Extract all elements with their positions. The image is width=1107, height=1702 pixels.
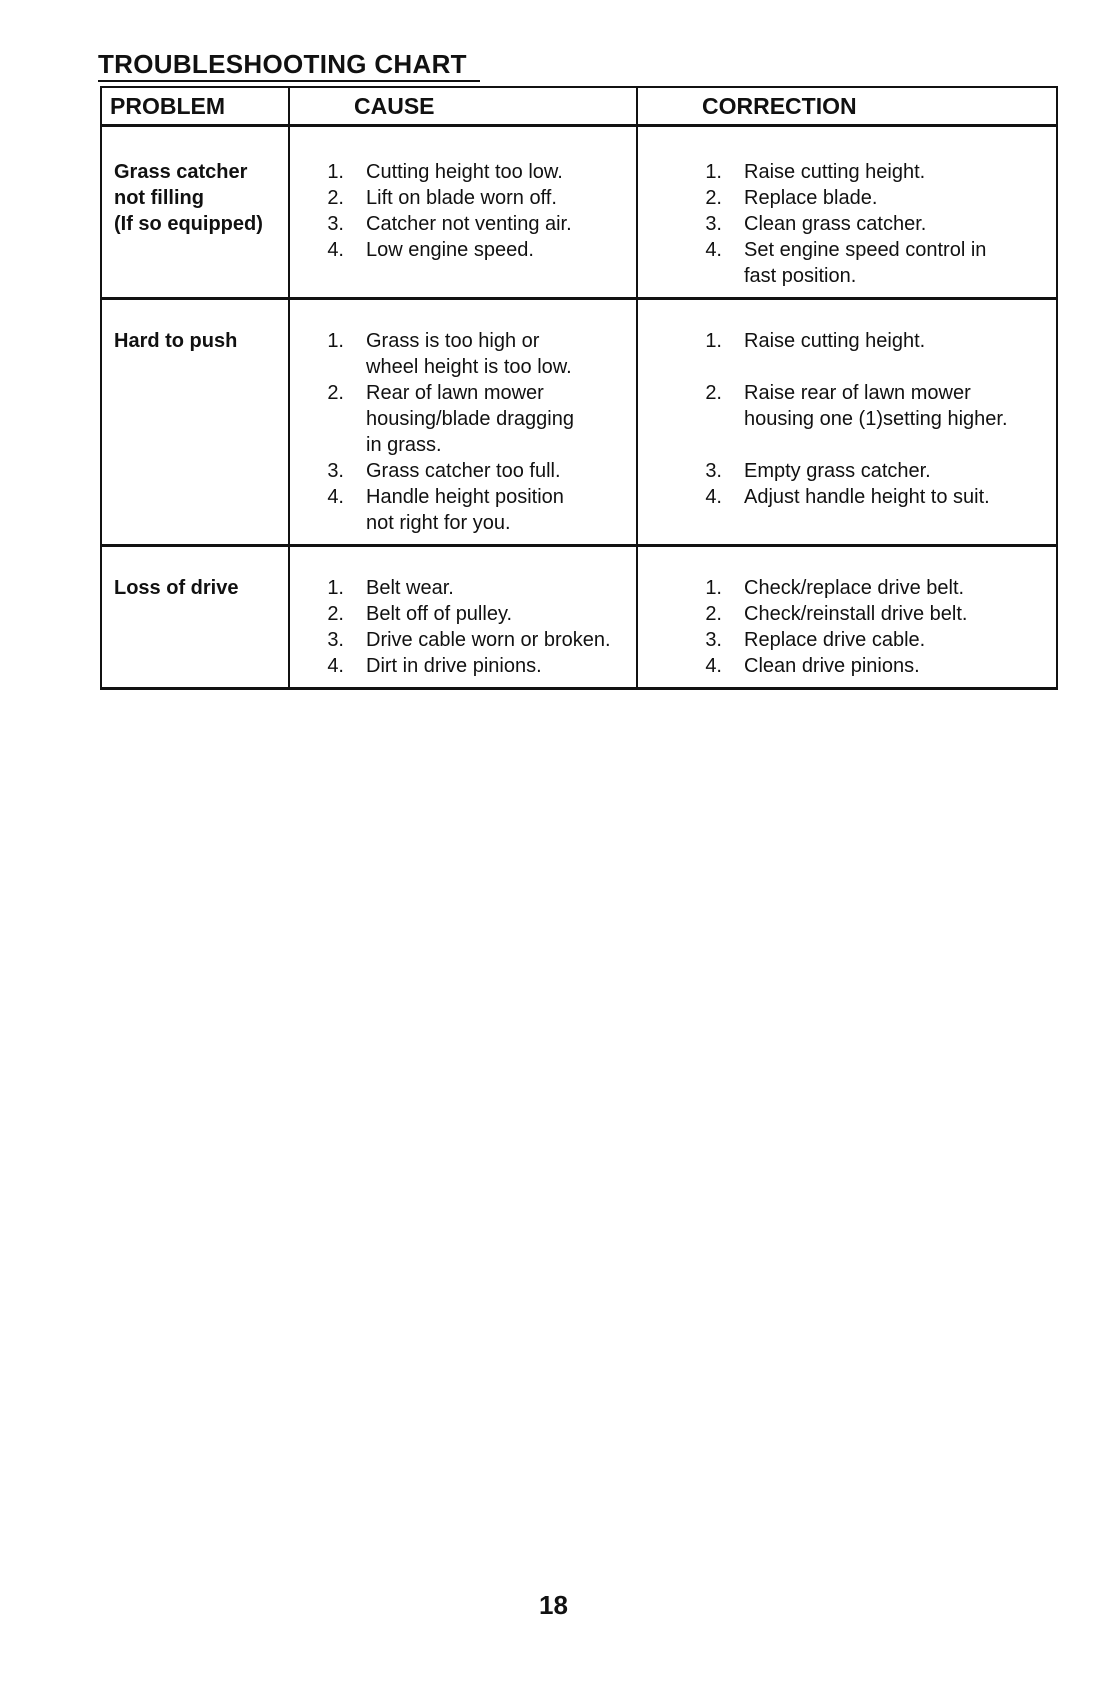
item-number: 4.	[327, 486, 344, 508]
list-item	[300, 237, 636, 263]
item-number: 3.	[327, 629, 344, 651]
item-number: 4.	[327, 239, 344, 261]
item-text: Replace drive cable.	[744, 629, 926, 651]
item-number: 1.	[327, 161, 344, 183]
item-text: Lift on blade worn off.	[366, 187, 557, 209]
item-text: Raise rear of lawn mower housing one (1)setting higher.	[744, 382, 1008, 430]
problem-cell	[102, 547, 290, 687]
cause-list	[290, 159, 636, 263]
header-cause: CAUSE	[290, 88, 638, 124]
list-item	[678, 211, 1056, 237]
list-spacer	[678, 432, 1056, 458]
list-item	[678, 185, 1056, 211]
item-text: Belt off of pulley.	[366, 603, 513, 625]
list-item	[300, 458, 636, 484]
cause-cell	[290, 300, 638, 544]
item-text: Dirt in drive pinions.	[366, 655, 542, 677]
item-text: Grass is too high or wheel height is too low.	[366, 330, 572, 378]
item-number: 3.	[705, 213, 722, 235]
item-number: 3.	[705, 460, 722, 482]
item-number: 4.	[327, 655, 344, 677]
chart-body	[100, 127, 1058, 690]
page-title: TROUBLESHOOTING CHART	[98, 49, 467, 79]
table-row	[100, 127, 1058, 300]
correction-cell	[638, 547, 1056, 687]
item-text: Check/replace drive belt.	[744, 577, 965, 599]
list-item	[678, 328, 1056, 354]
item-text: Handle height position not right for you.	[366, 486, 564, 534]
item-number: 2.	[705, 187, 722, 209]
list-item	[300, 484, 636, 536]
list-item	[300, 328, 636, 380]
title-underline	[98, 80, 480, 82]
list-item	[678, 237, 1056, 289]
item-text: Belt wear.	[366, 577, 454, 599]
correction-list	[638, 159, 1056, 289]
troubleshooting-chart	[100, 86, 1058, 690]
item-number: 1.	[327, 577, 344, 599]
problem-text: Hard to push	[114, 330, 238, 352]
cause-cell	[290, 547, 638, 687]
item-text: Check/reinstall drive belt.	[744, 603, 968, 625]
item-number: 2.	[327, 187, 344, 209]
list-item	[300, 653, 636, 679]
item-text: Clean grass catcher.	[744, 213, 927, 235]
item-text: Set engine speed control in fast position.	[744, 239, 987, 287]
item-number: 3.	[327, 213, 344, 235]
list-item	[300, 575, 636, 601]
item-number: 4.	[705, 239, 722, 261]
item-number: 2.	[327, 382, 344, 404]
item-number: 2.	[705, 603, 722, 625]
correction-list	[638, 575, 1056, 679]
table-row	[100, 300, 1058, 547]
correction-cell	[638, 300, 1056, 544]
problem-text: Grass catcher not filling (If so equipped)	[114, 161, 263, 235]
chart-header-row	[100, 86, 1058, 127]
item-number: 1.	[327, 330, 344, 352]
list-item	[678, 458, 1056, 484]
item-number: 4.	[705, 486, 722, 508]
cause-list	[290, 328, 636, 536]
list-item	[300, 185, 636, 211]
problem-cell	[102, 300, 290, 544]
item-text: Clean drive pinions.	[744, 655, 920, 677]
problem-cell	[102, 127, 290, 297]
list-item	[300, 627, 636, 653]
cause-list	[290, 575, 636, 679]
list-item	[678, 380, 1056, 432]
item-number: 1.	[705, 330, 722, 352]
header-correction: CORRECTION	[702, 93, 857, 119]
list-spacer	[678, 354, 1056, 380]
item-text: Low engine speed.	[366, 239, 534, 261]
item-text: Cutting height too low.	[366, 161, 563, 183]
item-number: 3.	[705, 629, 722, 651]
item-text: Drive cable worn or broken.	[366, 629, 611, 651]
item-number: 3.	[327, 460, 344, 482]
list-item	[678, 627, 1056, 653]
item-number: 1.	[705, 577, 722, 599]
cause-cell	[290, 127, 638, 297]
item-number: 2.	[327, 603, 344, 625]
item-number: 4.	[705, 655, 722, 677]
list-item	[300, 601, 636, 627]
item-text: Raise cutting height.	[744, 161, 926, 183]
list-item	[678, 484, 1056, 510]
problem-text: Loss of drive	[114, 577, 239, 599]
item-text: Replace blade.	[744, 187, 878, 209]
item-text: Grass catcher too full.	[366, 460, 561, 482]
item-number: 1.	[705, 161, 722, 183]
item-text: Empty grass catcher.	[744, 460, 931, 482]
list-item	[678, 653, 1056, 679]
item-text: Catcher not venting air.	[366, 213, 572, 235]
item-text: Adjust handle height to suit.	[744, 486, 990, 508]
list-item	[300, 159, 636, 185]
list-item	[678, 601, 1056, 627]
correction-list	[638, 328, 1056, 510]
header-problem: PROBLEM	[102, 88, 290, 124]
item-text: Raise cutting height.	[744, 330, 926, 352]
list-item	[300, 211, 636, 237]
correction-cell	[638, 127, 1056, 297]
list-item	[678, 159, 1056, 185]
list-item	[300, 380, 636, 458]
item-number: 2.	[705, 382, 722, 404]
item-text: Rear of lawn mower housing/blade dragging in grass.	[366, 382, 574, 456]
table-row	[100, 547, 1058, 690]
page-number: 18	[539, 1590, 568, 1620]
list-item	[678, 575, 1056, 601]
